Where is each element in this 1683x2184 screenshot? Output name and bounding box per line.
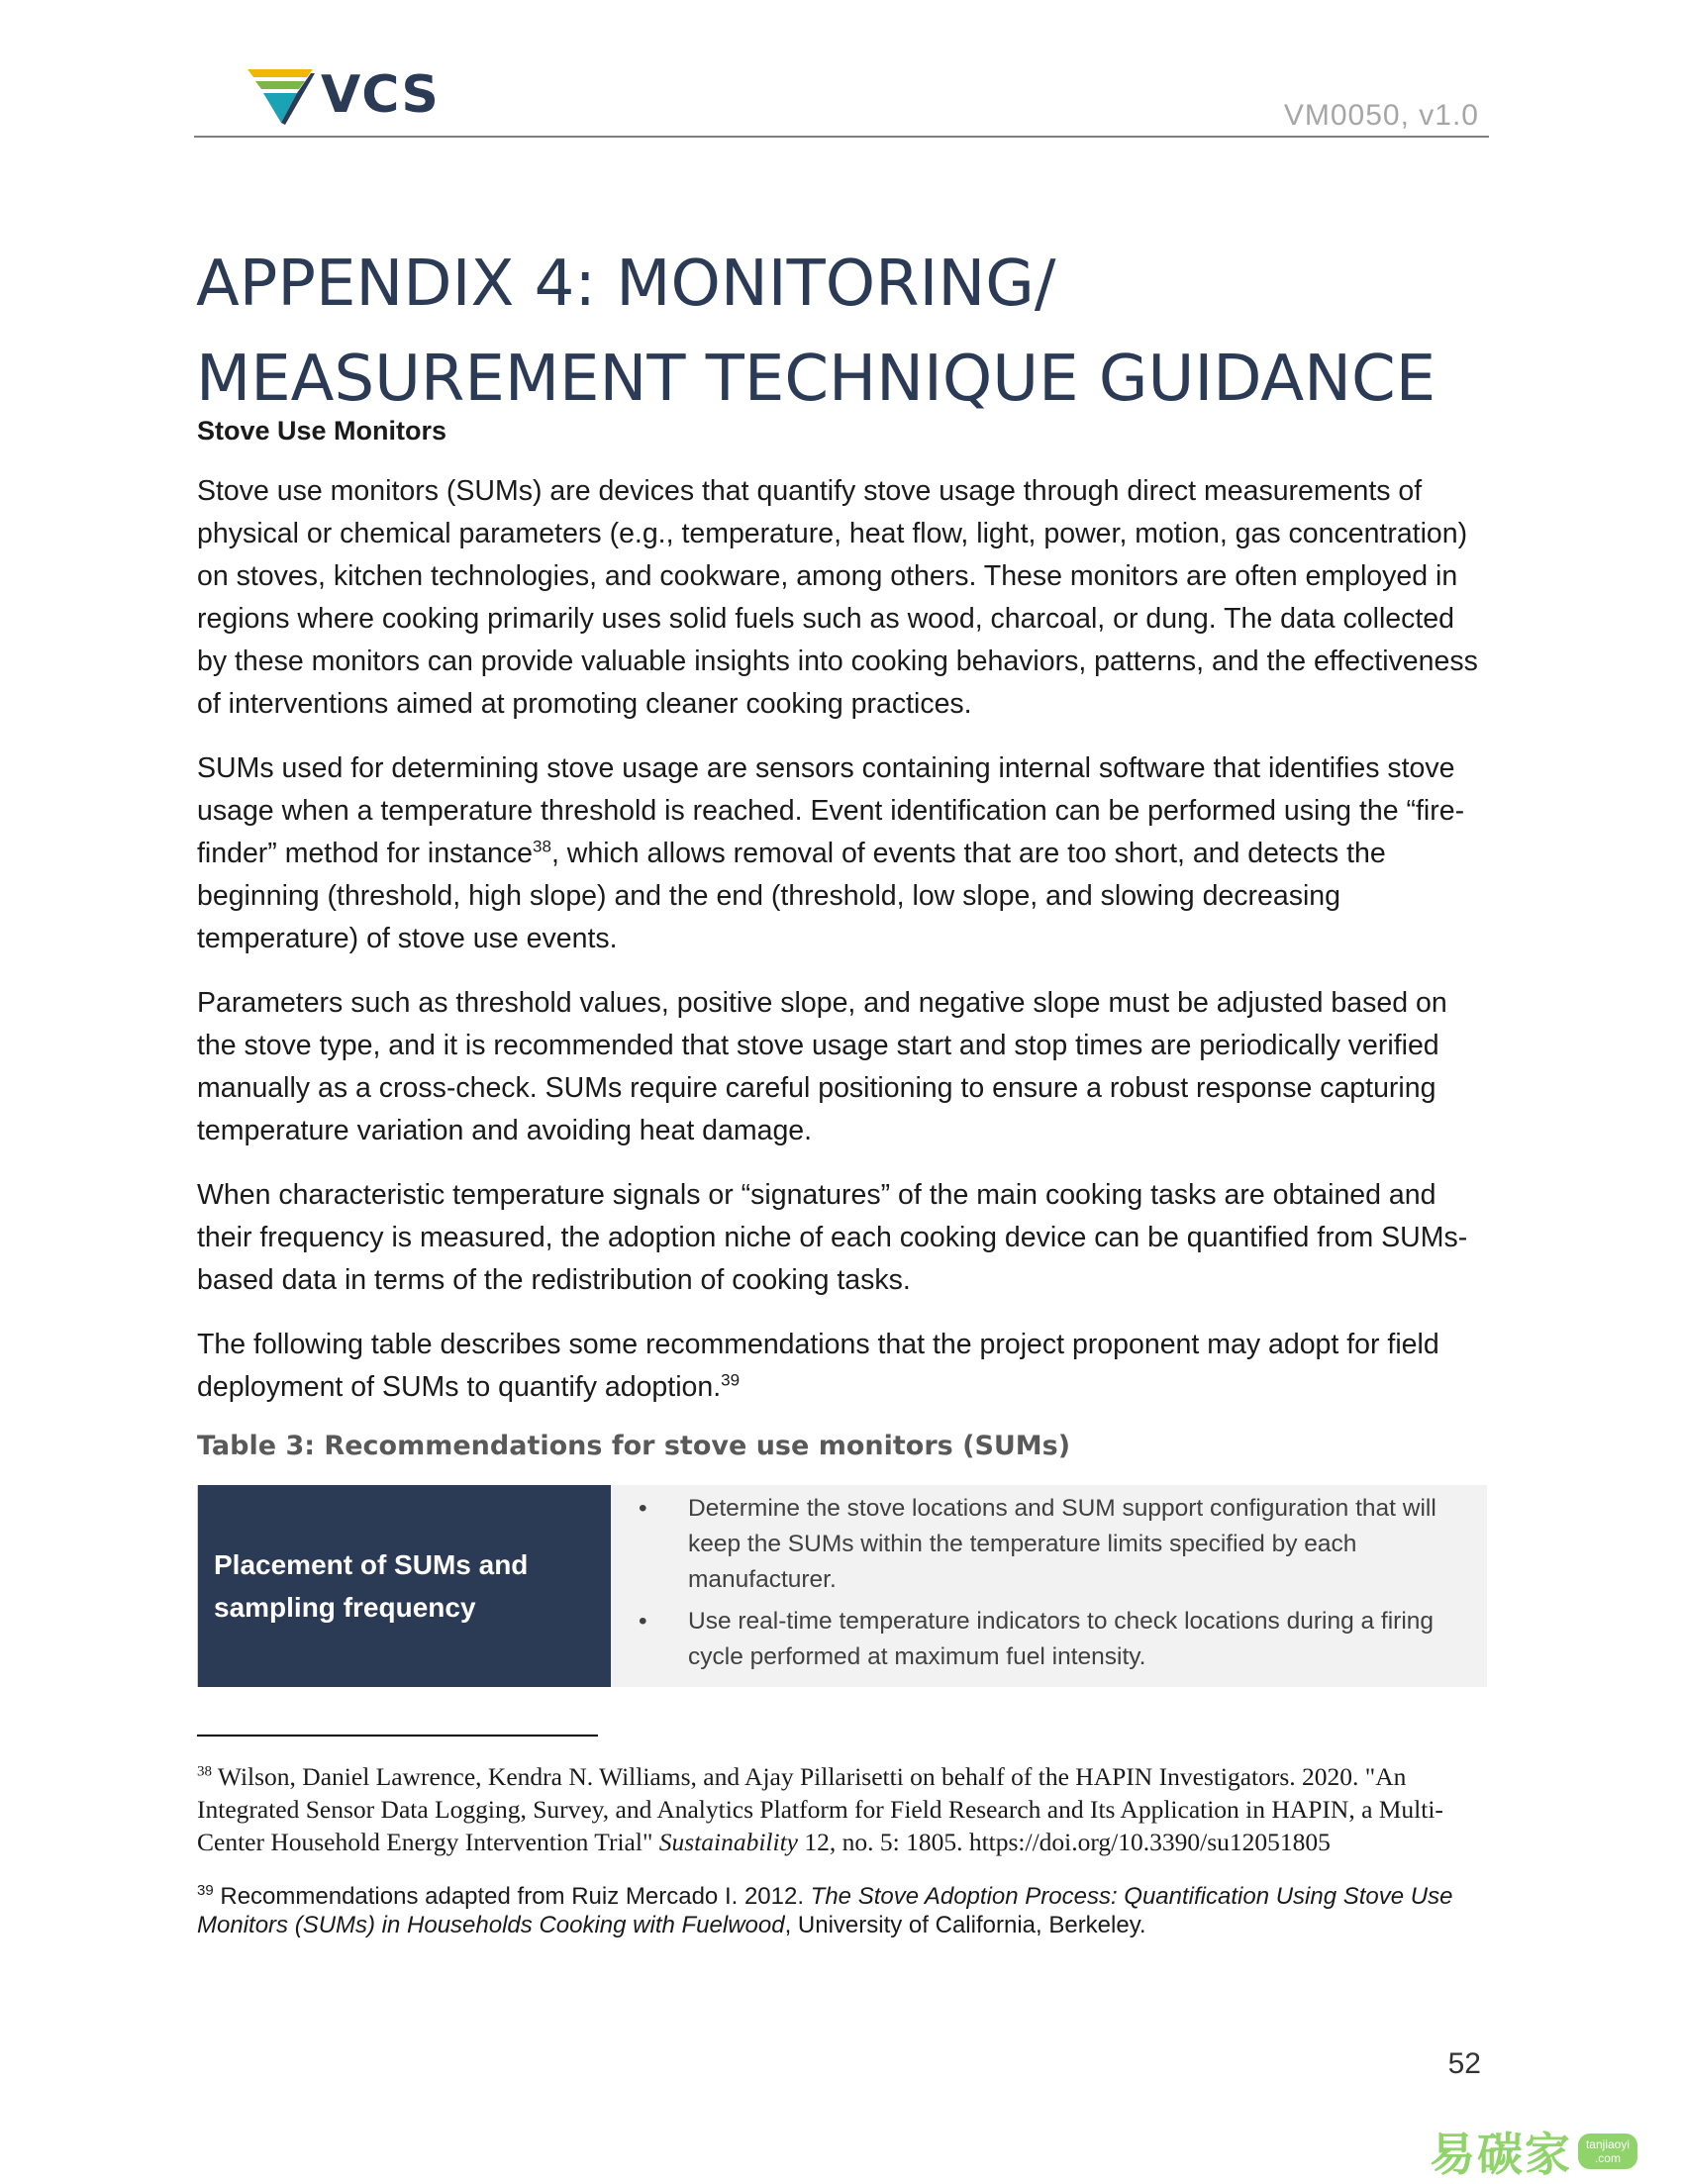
- footnote-39: [197, 1882, 1489, 1939]
- footnote-text: Recommendations adapted from Ruiz Mercado I. 2012.: [220, 1883, 811, 1910]
- list-item-text: Determine the stove locations and SUM support configuration that will keep the SUMs within the temperature limits specified by each manufacturer.: [688, 1495, 1436, 1593]
- list-item-text: Use real-time temperature indicators to check locations during a firing cycle performed at maximum fuel intensity.: [688, 1608, 1435, 1670]
- logo-text: VCS: [321, 65, 440, 125]
- vcs-checkmark-icon: [246, 65, 315, 125]
- paragraph-5-text: The following table describes some recommendations that the project proponent may adopt for field deployment of SUMs to quantify adoption.: [197, 1329, 1439, 1403]
- paragraph-2-text-a: SUMs used for determining stove usage are sensors containing internal software that identifies stove usage when a temperature threshold is reached. Event identification can be performed using the “fire-finder” method for instance: [197, 752, 1465, 869]
- page-number: 52: [1447, 2047, 1481, 2080]
- paragraph-3: Parameters such as threshold values, positive slope, and negative slope must be adjusted based on the stove type, and it is recommended that stove usage start and stop times are periodically verified manually as a cross-check. SUMs require careful positioning to ensure a robust response capturing temperature variation and avoiding heat damage.: [197, 987, 1447, 1146]
- watermark-badge-line1: tanjiaoyi: [1585, 2137, 1630, 2151]
- footnote-text-tail[interactable]: 12, no. 5: 1805. https://doi.org/10.3390/su12051805: [798, 1828, 1331, 1856]
- paragraph-2: [197, 747, 1489, 960]
- paragraph-1: Stove use monitors (SUMs) are devices that quantify stove usage through direct measurements of physical or chemical parameters (e.g., temperature, heat flow, light, power, motion, gas concentration) on stoves, kitchen technologies, and cookware, among others. These monitors are often employed in regions where cooking primarily uses solid fuels such as wood, charcoal, or dung. The data collected by these monitors can provide valuable insights into cooking behaviors, patterns, and the effectiveness of interventions aimed at promoting cleaner cooking practices.: [197, 475, 1478, 720]
- footnote-number: 38: [197, 1763, 212, 1780]
- section-heading: Stove Use Monitors: [197, 416, 447, 446]
- list-item: [637, 1491, 1437, 1598]
- watermark-logo: [1430, 2119, 1637, 2184]
- footnote-number: 39: [197, 1882, 214, 1899]
- footnote-ref-39[interactable]: 39: [721, 1370, 741, 1390]
- vcs-logo: [246, 65, 440, 125]
- header-divider: [194, 136, 1489, 138]
- footnote-38: [197, 1760, 1489, 1858]
- page-title: APPENDIX 4: MONITORING/ MEASUREMENT TECHNIQUE GUIDANCE: [196, 247, 1436, 416]
- footnote-ref-38[interactable]: 38: [533, 837, 551, 856]
- main-content: [197, 416, 1489, 1939]
- recommendation-list: [637, 1491, 1437, 1675]
- paragraph-2-text-b: , which allows removal of events that are too short, and detects the beginning (threshold, high slope) and the end (threshold, low slope, and slowing decreasing temperature) of stove use events.: [197, 838, 1386, 954]
- paragraph-4: When characteristic temperature signals or “signatures” of the main cooking tasks are obtained and their frequency is measured, the adoption niche of each cooking device can be quantified from SUMs-based data in terms of the redistribution of cooking tasks.: [197, 1179, 1468, 1296]
- paragraph-5: [197, 1324, 1489, 1409]
- footnote-journal: Sustainability: [658, 1828, 798, 1856]
- bullet-icon: •: [639, 1495, 647, 1522]
- bullet-icon: •: [639, 1608, 647, 1635]
- footnote-text-tail: , University of California, Berkeley.: [784, 1912, 1146, 1938]
- recommendations-table: [197, 1485, 1487, 1687]
- watermark-badge: [1578, 2134, 1637, 2169]
- watermark-text: 易碳家: [1429, 2129, 1572, 2180]
- document-reference: VM0050, v1.0: [1283, 99, 1479, 132]
- table-row-content: [611, 1485, 1487, 1687]
- watermark-badge-line2: .com: [1594, 2151, 1621, 2165]
- table-caption: Table 3: Recommendations for stove use monitors (SUMs): [197, 1431, 1071, 1461]
- footnote-text: Wilson, Daniel Lawrence, Kendra N. Williams, and Ajay Pillarisetti on behalf of the HAPIN Investigators. 2020. "An Integrated Sensor Data Logging, Survey, and Analytics Platform for Field Research and Its Application in HAPIN, a Multi-Center Household Energy Intervention Trial": [197, 1762, 1443, 1856]
- footnote-divider: [197, 1735, 598, 1737]
- list-item: [637, 1604, 1437, 1675]
- footnote-source-title: The Stove Adoption Process: Quantification Using Stove Use Monitors (SUMs) in Households Cooking with Fuelwood: [197, 1883, 1453, 1938]
- table-row-header: Placement of SUMs and sampling frequency: [198, 1485, 611, 1687]
